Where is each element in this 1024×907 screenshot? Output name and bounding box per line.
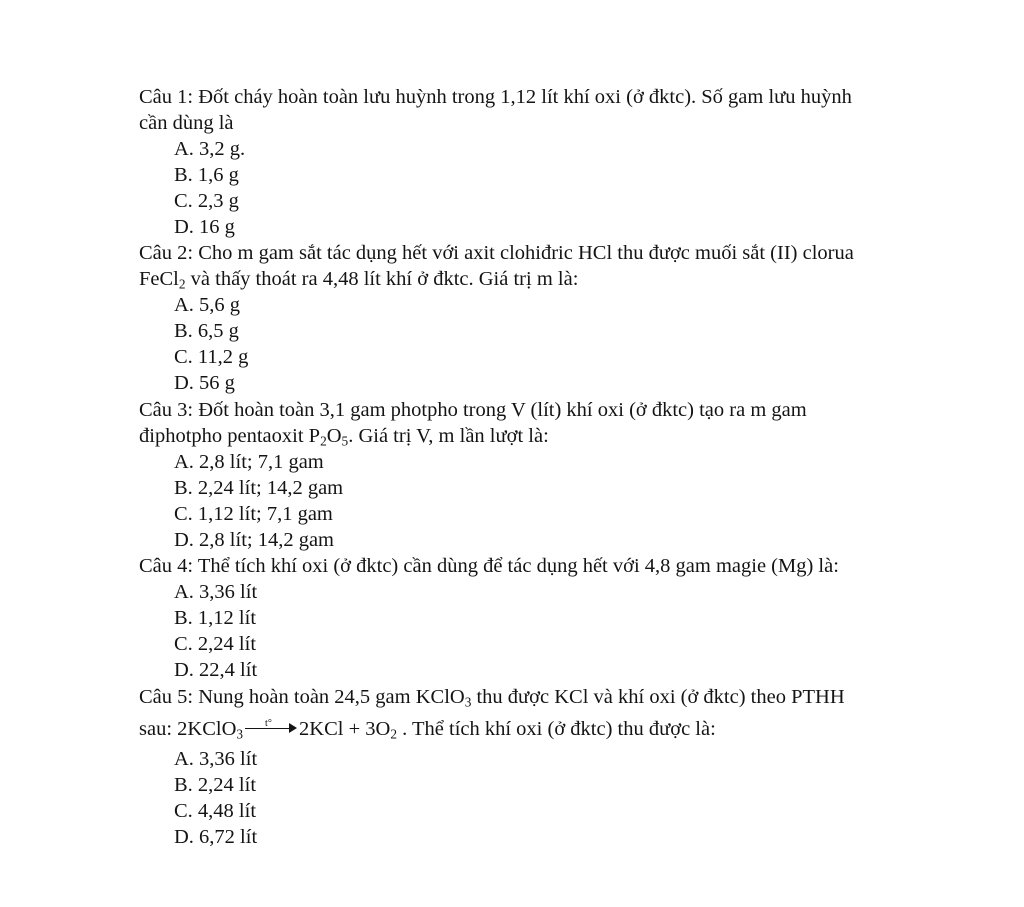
question-5-equation-line: sau: 2KClO$_3$ t° $2KCl + 3O_2$ . Thể tích khí oxi (ở đktc) thu được là:	[139, 716, 716, 747]
question-4-option-d: D. 22,4 lít	[174, 659, 258, 681]
question-5-option-a: A. 3,36 lít	[174, 748, 258, 770]
question-2-option-c: C. 11,2 g	[174, 346, 249, 368]
question-1-option-b: B. 1,6 g	[174, 164, 239, 186]
question-5-option-c: C. 4,48 lít	[174, 800, 257, 822]
question-2-option-b: B. 6,5 g	[174, 320, 239, 342]
question-2-text: Câu 2: Cho m gam sắt tác dụng hết với axit clohiđric HCl thu được muối sắt (II) clorua	[139, 242, 854, 264]
question-3-option-a: A. 2,8 lít; 7,1 gam	[174, 451, 324, 473]
question-1-option-c: C. 2,3 g	[174, 190, 239, 212]
reaction-condition: t°	[265, 718, 272, 729]
reaction-equation: 2KClO$_3$ t° $2KCl + 3O_2$	[177, 718, 397, 740]
question-5-option-d: D. 6,72 lít	[174, 826, 258, 848]
question-3-text: Câu 3: Đốt hoàn toàn 3,1 gam photpho trong V (lít) khí oxi (ở đktc) tạo ra m gam	[139, 399, 807, 421]
question-3-option-c: C. 1,12 lít; 7,1 gam	[174, 503, 333, 525]
question-2-option-d: D. 56 g	[174, 372, 235, 394]
question-2-option-a: A. 5,6 g	[174, 294, 241, 316]
question-1-option-d: D. 16 g	[174, 216, 235, 238]
question-5-option-b: B. 2,24 lít	[174, 774, 257, 796]
question-1-text: Câu 1: Đốt cháy hoàn toàn lưu huỳnh trong 1,12 lít khí oxi (ở đktc). Số gam lưu huỳnh	[139, 86, 852, 108]
question-4-option-b: B. 1,12 lít	[174, 607, 257, 629]
question-2-text-cont: FeCl$_2$ và thấy thoát ra 4,48 lít khí ở đktc. Giá trị m là:	[139, 268, 579, 292]
question-4-option-a: A. 3,36 lít	[174, 581, 258, 603]
question-1-text-cont: cần dùng là	[139, 112, 234, 134]
question-3-text-cont: điphotpho pentaoxit $P_2O_5$. Giá trị V, m lần lượt là:	[139, 425, 549, 449]
question-4-option-c: C. 2,24 lít	[174, 633, 257, 655]
question-3-option-d: D. 2,8 lít; 14,2 gam	[174, 529, 335, 551]
question-5-text: Câu 5: Nung hoàn toàn 24,5 gam KClO$_3$ thu được KCl và khí oxi (ở đktc) theo PTHH	[139, 686, 845, 710]
question-1-option-a: A. 3,2 g.	[174, 138, 246, 160]
question-3-option-b: B. 2,24 lít; 14,2 gam	[174, 477, 344, 499]
reaction-arrow-icon	[245, 719, 297, 733]
question-4-text: Câu 4: Thể tích khí oxi (ở đktc) cần dùng để tác dụng hết với 4,8 gam magie (Mg) là:	[139, 555, 839, 577]
